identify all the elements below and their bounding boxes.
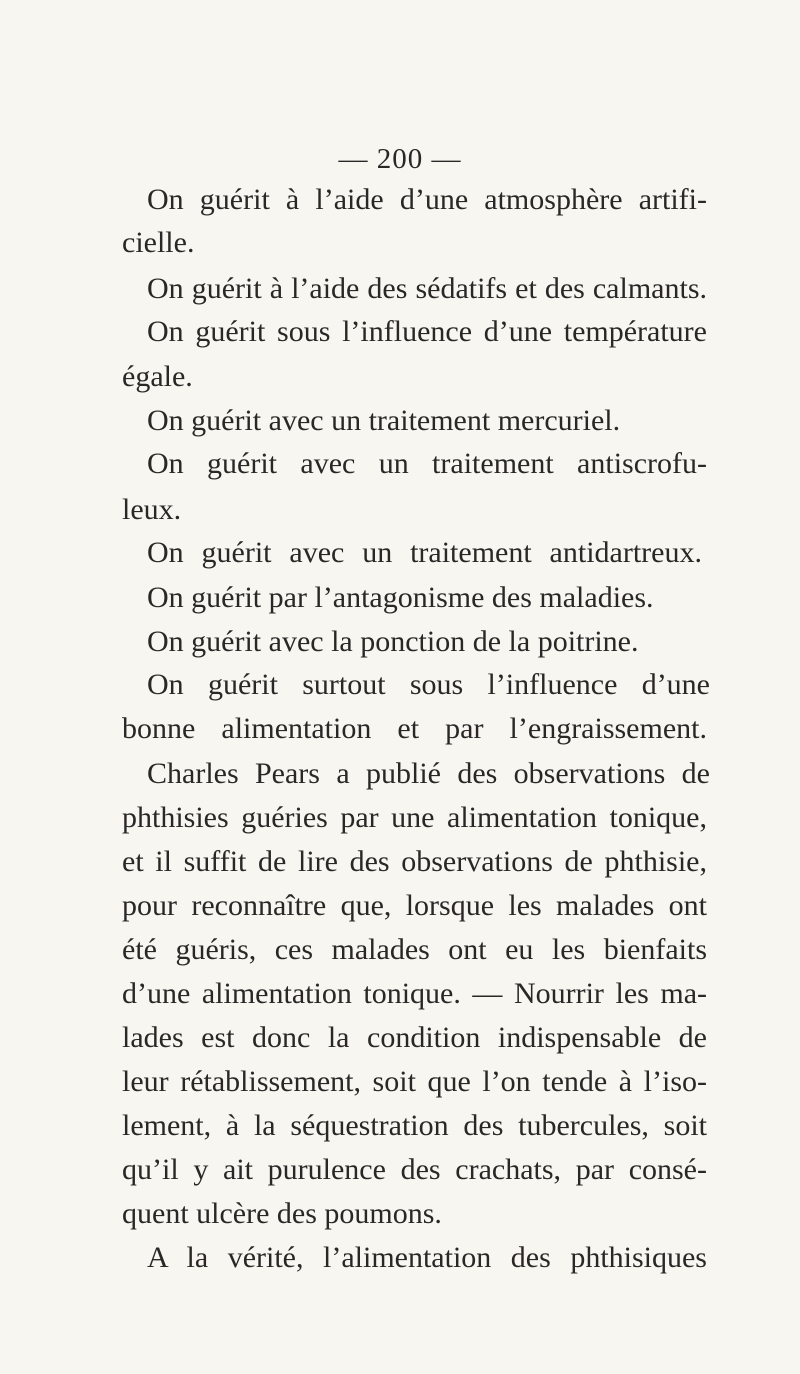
text-line: On guérit avec un traitement antidartreux. [147, 536, 702, 569]
text-line: On guérit sous l’influence d’une température [147, 315, 707, 348]
text-line: et il suffit de lire des observations de phthisie, [122, 845, 707, 878]
page-number: — 200 — [338, 143, 462, 175]
text-line: quent ulcère des poumons. [122, 1197, 442, 1230]
text-line: On guérit par l’antagonisme des maladies. [147, 581, 654, 614]
text-line: On guérit avec la ponction de la poitrine. [147, 625, 639, 658]
text-line: lades est donc la condition indispensable de [122, 1021, 707, 1054]
text-line: égale. [122, 360, 193, 393]
text-line: leur rétablissement, soit que l’on tende à l’iso- [122, 1065, 707, 1098]
text-line: lement, à la séquestration des tubercules, soit [122, 1109, 707, 1142]
text-line: été guéris, ces malades ont eu les bienfaits [122, 933, 707, 966]
text-line: bonne alimentation et par l’engraissement. [122, 712, 707, 745]
text-line: Charles Pears a publié des observations de [147, 757, 710, 790]
text-line: On guérit surtout sous l’influence d’une [147, 668, 710, 701]
text-line: pour reconnaître que, lorsque les malades ont [122, 889, 707, 922]
text-line: leux. [122, 493, 182, 526]
text-line: d’une alimentation tonique. — Nourrir les ma- [122, 977, 707, 1010]
text-line: qu’il y ait purulence des crachats, par consé- [122, 1153, 707, 1186]
text-line: On guérit à l’aide des sédatifs et des calmants. [147, 272, 707, 305]
text-line: A la vérité, l’alimentation des phthisiques [147, 1241, 707, 1274]
text-line: On guérit à l’aide d’une atmosphère artifi- [147, 183, 707, 216]
text-line: phthisies guéries par une alimentation tonique, [122, 801, 707, 834]
text-line: cielle. [122, 226, 195, 259]
text-line: On guérit avec un traitement mercuriel. [147, 404, 621, 437]
text-line: On guérit avec un traitement antiscrofu- [147, 447, 707, 480]
